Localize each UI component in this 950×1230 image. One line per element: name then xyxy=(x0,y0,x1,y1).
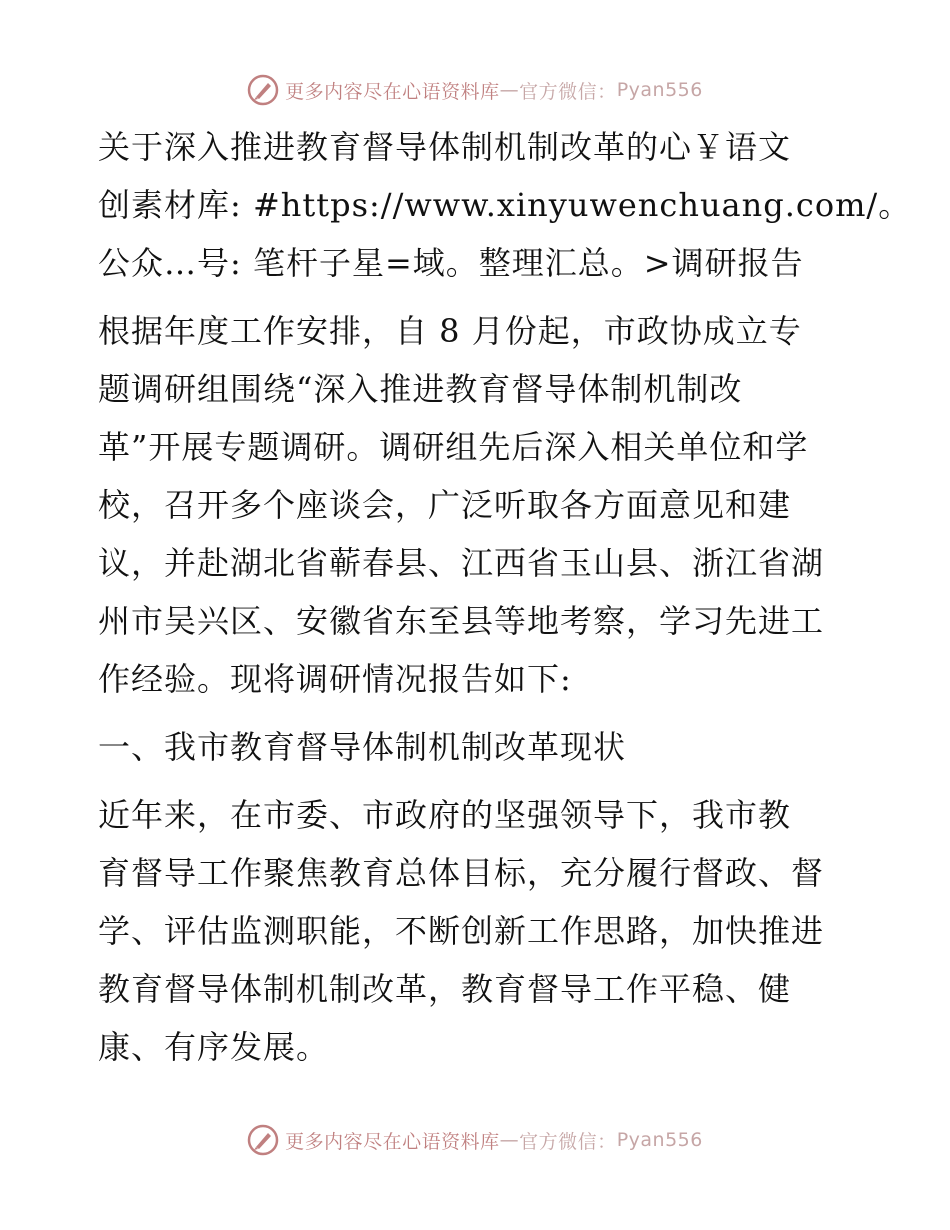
watermark-separator: — xyxy=(499,1129,520,1151)
document-body xyxy=(98,118,912,1076)
text-line: 州市吴兴区、安徽省东至县等地考察，学习先进工 xyxy=(98,602,825,640)
watermark-main-text: 更多内容尽在心语资料库 xyxy=(285,80,500,103)
watermark-wechat-id: Pyan556 xyxy=(616,79,703,101)
document-title xyxy=(98,118,912,292)
watermark-header xyxy=(0,70,950,110)
text-line: 康、有序发展。 xyxy=(98,1028,330,1066)
text-line: 根据年度工作安排，自 8 月份起，市政协成立专 xyxy=(98,312,802,350)
section-heading-text: 一、我市教育督导体制机制改革现状 xyxy=(98,728,627,766)
watermark-separator: — xyxy=(499,79,520,101)
title-line: 关于深入推进教育督导体制机制改革的心￥语文 xyxy=(98,128,792,166)
watermark-main-text: 更多内容尽在心语资料库 xyxy=(285,1130,500,1153)
title-line: 公众…号: 笔杆子星=域。整理汇总。>调研报告 xyxy=(98,244,804,282)
watermark-footer xyxy=(0,1120,950,1160)
text-line: 学、评估监测职能，不断创新工作思路，加快推进 xyxy=(98,912,825,950)
text-line: 革”开展专题调研。调研组先后深入相关单位和学 xyxy=(98,428,809,466)
pen-logo-icon xyxy=(247,1124,279,1156)
text-line: 作经验。现将调研情况报告如下: xyxy=(98,660,572,698)
text-line: 题调研组围绕“深入推进教育督导体制机制改 xyxy=(98,370,743,408)
text-line: 育督导工作聚焦教育总体目标，充分履行督政、督 xyxy=(98,854,825,892)
section-heading xyxy=(98,718,858,776)
watermark-wechat-id: Pyan556 xyxy=(616,1129,703,1151)
title-line: 创素材库: #https://www.xinyuwenchuang.com/。 xyxy=(98,186,912,224)
text-line: 校，召开多个座谈会，广泛听取各方面意见和建 xyxy=(98,486,792,524)
text-line: 议，并赴湖北省蕲春县、江西省玉山县、浙江省湖 xyxy=(98,544,825,582)
intro-paragraph xyxy=(98,302,858,708)
pen-logo-icon xyxy=(247,74,279,106)
text-line: 近年来，在市委、市政府的坚强领导下，我市教 xyxy=(98,796,792,834)
watermark-wechat-label: 官方微信： xyxy=(519,1130,617,1153)
watermark-wechat-label: 官方微信： xyxy=(519,80,617,103)
section1-paragraph xyxy=(98,786,858,1076)
text-line: 教育督导体制机制改革，教育督导工作平稳、健 xyxy=(98,970,792,1008)
